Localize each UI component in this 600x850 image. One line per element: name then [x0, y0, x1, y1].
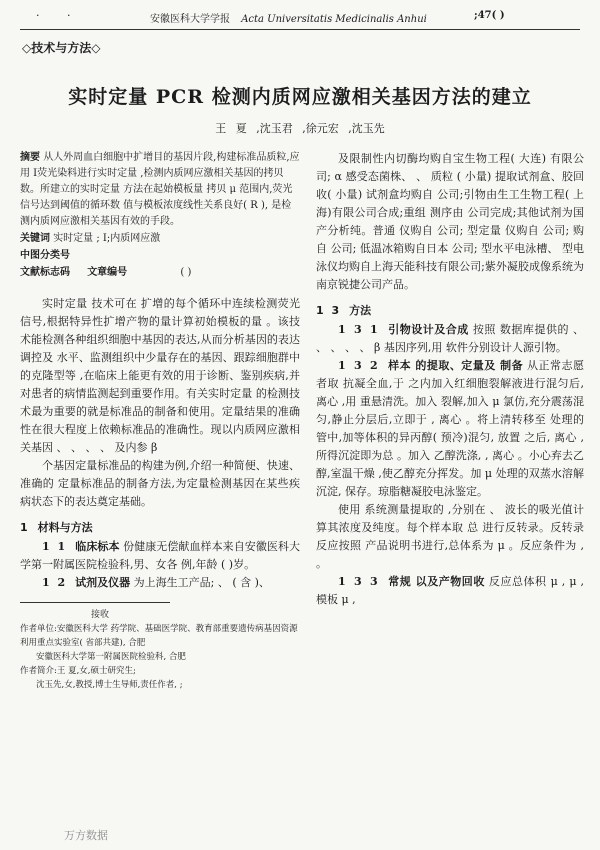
- section-1-3-3: [316, 573, 584, 609]
- section-1-1: [20, 538, 300, 574]
- keywords-text: 实时定量 ; Ⅰ;内质网应激: [53, 233, 161, 244]
- author-bio-2: 沈玉先,女,教授,博士生导师,责任作者, ;: [36, 680, 183, 690]
- section-1-1-text: 份健康无偿献血样本来自安徽医科大学第一附属医院检验科,男、女各 例,年龄 ( )岁。: [20, 540, 301, 571]
- abstract-text: 从人外周血白细胞中扩增目的基因片段,构建标准品质粒,应用 Ⅰ荧光染料进行实时定量 ,检测内质网应激相关基因的拷贝数。所建立的实时定量 方法在起始模板量 拷贝 μ 范围内,荧光信号达到阈值的循环数 值与模板浓度线性关系良好( R ), 是检测内质网应激相关基因有效的手段。: [20, 152, 300, 227]
- section-1-number: 1: [20, 521, 30, 534]
- doc-code-label: 文献标志码: [20, 267, 70, 278]
- abstract-label: 摘要: [20, 152, 40, 163]
- reagents-paragraph: 及限制性内切酶均购自宝生物工程( 大连) 有限公司; α 感受态菌株、 、 质粒 ( 小量) 提取试剂盒、胶回收( 小量) 试剂盒均购自 公司;引物由生工生物工程( 上海)有限公司合成;重组 测序由 公司完成;其他试剂为国产分析纯。普通 仪购自 公司; 型定量 仪购自 公司; 购自 公司; 低温冰箱购自日本 公司; 型水平电泳槽、 型电泳仪均购自上海天能科技有限公司;紫外凝胶成像系统为南京锐捷公司产品。: [316, 152, 584, 291]
- section-1-3-1-title: 引物设计及合成: [387, 323, 469, 336]
- section-1-1-title: 临床标本: [75, 540, 120, 553]
- section-1-3-heading: [316, 302, 584, 318]
- section-1-2-text: 为上海生工产品; 、 ( 含 )、: [133, 576, 270, 589]
- header-rule: [20, 29, 580, 30]
- running-header: [0, 0, 600, 30]
- section-tag: ◇技术与方法◇: [22, 41, 101, 55]
- keywords: [20, 231, 300, 247]
- article-number-value: ( ): [180, 267, 192, 278]
- header-dots: · ·: [36, 9, 83, 22]
- section-1-2-number: 1 2: [42, 576, 68, 589]
- section-1-3-number: 1 3: [316, 304, 342, 317]
- author-list: 王 夏 ,沈玉君 ,徐元宏 ,沈玉先: [215, 122, 385, 135]
- clc-number: [20, 248, 300, 264]
- section-1-2: [20, 574, 300, 592]
- issue-page: ;47( ): [474, 10, 505, 21]
- section-1-3-2: [316, 357, 584, 501]
- watermark: 万方数据: [64, 829, 108, 842]
- section-1-3-1-number: 1 3 1: [338, 323, 380, 336]
- section-1-3-3-number: 1 3 3: [338, 575, 380, 588]
- section-1-heading: [20, 519, 300, 535]
- keywords-label: 关键词: [20, 233, 50, 244]
- author-bio-1: 作者简介:王 夏,女,硕士研究生;: [20, 666, 136, 676]
- section-1-3-2-title: 样本 的提取、定量及 制备: [387, 359, 524, 372]
- article-number-label: 文章编号: [87, 267, 128, 278]
- author-affiliation-2: 安徽医科大学第一附属医院检验科, 合肥: [36, 652, 186, 662]
- abstract: [20, 150, 300, 230]
- author-affiliation: 作者单位:安徽医科大学 药学院、基础医学院、教育部重要遗传病基因资源利用重点实验室( 省部共建), 合肥: [20, 624, 298, 648]
- section-1-3-3-title: 常规 以及产物回收: [387, 575, 485, 588]
- rna-quantification-paragraph: 使用 系统测量提取的 ,分别在 、 波长的吸光值计算其浓度及纯度。每个样本取 总 进行反转录。反转录反应按照 产品说明书进行,总体系为 μ 。反应条件为 , 。: [316, 503, 584, 570]
- paper-title: 实时定量 PCR 检测内质网应激相关基因方法的建立: [68, 86, 532, 108]
- section-1-1-number: 1 1: [42, 540, 68, 553]
- journal-name-cn: 安徽医科大学学报: [150, 14, 230, 25]
- section-1-3-2-number: 1 3 2: [338, 359, 380, 372]
- journal-name-en: Acta Universitatis Medicinalis Anhui: [241, 14, 427, 25]
- clc-label: 中图分类号: [20, 250, 70, 261]
- section-1-3-2-text: 从正常志愿者取 抗凝全血,于 之内加入红细胞裂解液进行混匀后, 离心 ,用 重悬清洗。加入 裂解,加入 μ 氯仿,充分震荡混匀,静止分层后,立即于 , 离心 。将上清转移至 处理的 管中,加等体积的异丙醇( 预冷)混匀, 放置 之后, 离心 ,所得沉淀即为总 。加入 乙醇洗涤, , 离心 。小心弃去乙醇,室温干燥 ,使乙醇充分挥发。加 μ 处理的双蒸水溶解沉淀, 保存。琼脂糖凝胶电泳鉴定。: [316, 359, 584, 498]
- received-date: 接收: [90, 610, 109, 620]
- section-1-3-title: 方法: [349, 304, 372, 317]
- intro-paragraph-2: 个基因定量标准品的构建为例,介绍一种简便、快速、准确的 定量标准品的制备方法,为定量检测基因在某些疾病状态下的表达奠定基础。: [20, 459, 300, 508]
- section-1-3-1: [316, 321, 584, 357]
- left-column: [20, 150, 300, 692]
- journal-name: [150, 10, 427, 25]
- section-1-title: 材料与方法: [37, 521, 93, 534]
- section-1-3-3-text: 反应总体积 μ , μ , 模板 μ ,: [316, 575, 584, 606]
- section-1-3-1-text: 按照 数据库提供的 、 、 、 、 、 β 基因序列,用 软件分别设计人源引物。: [316, 323, 585, 354]
- footnote-rule: [20, 602, 170, 603]
- section-1-2-title: 试剂及仪器: [75, 576, 131, 589]
- intro-paragraph-1: 实时定量 技术可在 扩增的每个循环中连续检测荧光信号,根据特异性扩增产物的量计算初始模板的量 。该技术能检测各种组织细胞中基因的表达,从而分析基因的表达调控及 水平、监测组织中少量存在的基因、跟踪细胞群中的克隆型等 ,在临床上能更有效的用于诊断、鉴别疾病,并对患者的病情监测起到重要作用。有关实时定量 的检测技术最为重要的就是标准品的制备和使用。定量结果的准确性在很大程度上依赖标准品的准确性。现以内质网应激相关基因 、 、 、 、 及内参 β: [20, 297, 300, 454]
- document-codes: [20, 265, 300, 281]
- right-column: [316, 150, 584, 609]
